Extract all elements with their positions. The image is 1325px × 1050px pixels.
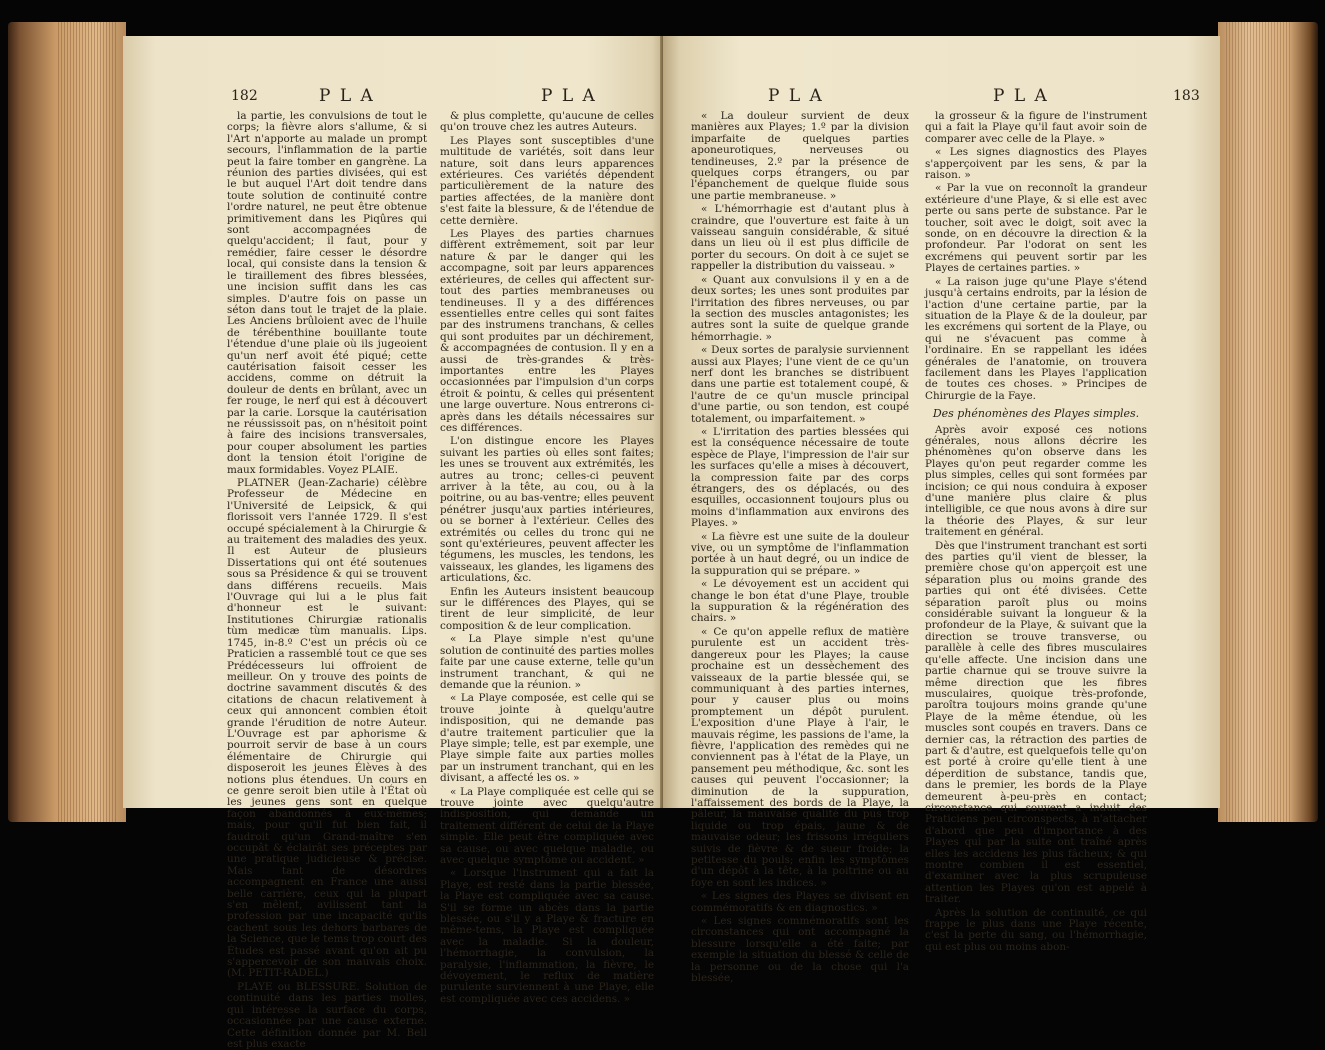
paragraph: « La Playe compliquée est celle qui se trouve jointe avec quelqu'autre indisposition, qui demande un traitement différent de celui de la Playe simple. Elle peut être compliquée avec sa cause, ou avec quelque maladie, ou avec quelque symptôme ou accident. » xyxy=(440,785,654,866)
right-page-column-2 xyxy=(925,110,1147,953)
paragraph: & plus complette, qu'aucune de celles qu'on trouve chez les autres Auteurs. xyxy=(440,110,654,134)
paragraph: « Les signes diagnostics des Playes s'apperçoivent par les sens, & par la raison. » xyxy=(925,146,1147,182)
paragraph: Les Playes des parties charnues diffèrent extrêmement, soit par leur nature & par le danger qui les accompagne, soit par leurs apparences extérieures, de celles qui affectent sur-tout des parties membraneuses ou tendineuses. Il y a des différences essentielles entre celles qui sont faites par des instrumens tranchans, & celles qui sont produites par un déchirement, & accompagnées de contusion. Il y en a aussi de très-grandes & très-importantes entre les Playes occasionnées par l'impulsion d'un corps étroit & pointu, & celles qui présentent une large ouverture. Nous entrerons ci-après dans les détails nécessaires sur ces différences. xyxy=(440,228,654,434)
paragraph: la grosseur & la figure de l'instrument qui a fait la Playe qu'il faut avoir soin de comparer avec celle de la Playe. » xyxy=(925,110,1147,145)
right-page-header xyxy=(663,86,1220,112)
paragraph: « Ce qu'on appelle reflux de matière purulente est un accident très-dangereux pour les Playes; la cause prochaine est un dessèchement des vaisseaux de la partie blessée qui, se communiquant à des parties internes, pour y causer plus ou moins promptement un dépôt purulent. L'exposition d'une Playe à l'air, le mauvais régime, les passions de l'ame, la fièvre, l'application des remèdes qui ne conviennent pas à l'état de la Playe, un pansement peu méthodique, &c. sont les causes qui peuvent l'occasionner; la diminution de la suppuration, l'affaissement des bords de la Playe, la pâleur, la mauvaise qualité du pus trop liquide ou trop épais, jaune & de mauvaise odeur; les frissons irréguliers suivis de fièvre & de sueur froide; la petitesse du pouls; enfin les symptômes d'un dépôt à la tête, à la poitrine ou au foye en sont les indices. » xyxy=(691,625,909,889)
paragraph: Après avoir exposé ces notions générales, nous allons décrire les phénomènes qu'on observe dans les Playes qu'on peut regarder comme les plus simples, celles qui sont formées par incision; ce qui nous conduira à exposer d'une manière plus claire & plus intelligible, ce que nous avons à dire sur la théorie des Playes, & sur leur traitement en général. xyxy=(925,423,1147,539)
paragraph: « Les signes des Playes se divisent en commémoratifs & en diagnostics. » xyxy=(691,890,909,914)
paragraph: « Quant aux convulsions il y en a de deux sortes; les unes sont produites par l'irritation des fibres nerveuses, ou par la section des muscles antagonistes; les autres sont la suite de quelque grande hémorrhagie. » xyxy=(691,273,909,343)
running-head-left: P L A xyxy=(319,86,375,106)
paragraph: « La Playe composée, est celle qui se trouve jointe à quelqu'autre indisposition, qui ne demande pas d'autre traitement particulier que la Playe simple; telle, est par exemple, une Playe simple faite aux parties molles par un instrument tranchant, qui en les divisant, a affecté les os. » xyxy=(440,692,654,785)
paragraph: Enfin les Auteurs insistent beaucoup sur le différences des Playes, qui se tirent de leur simplicité, de leur composition & de leur complication. xyxy=(440,585,654,632)
running-head-right: P L A xyxy=(993,86,1049,106)
paragraph: L'on distingue encore les Playes suivant les parties où elles sont faites; les unes se trouvent aux extrémités, les autres au tronc; celles-ci peuvent arriver à la tête, au cou, ou à la poitrine, ou au bas-ventre; elles peuvent pénétrer jusqu'aux parties intérieures, ou se borner à l'extérieur. Celles des extrémités ou celles du tronc qui ne sont qu'extérieures, peuvent affecter les tégumens, les muscles, les tendons, les vaisseaux, les glandes, les ligamens des articulations, &c. xyxy=(440,435,654,585)
page-number: 182 xyxy=(231,88,258,104)
running-head-left: P L A xyxy=(768,86,824,106)
paragraph: Après la solution de continuité, ce qui frappe le plus dans une Playe récente, c'est la perte du sang, ou l'hémorrhagie, qui est plus ou moins abon- xyxy=(925,906,1147,953)
right-page-edges xyxy=(1218,22,1318,822)
running-head-right: P L A xyxy=(541,86,597,106)
paragraph: la partie, les convulsions de tout le corps; la fièvre alors s'allume, & si l'Art n'apporte au malade un prompt secours, l'inflammation de la partie peut la faire tomber en gangrène. La réunion des parties divisées, qui est le but auquel l'Art doit tendre dans toute solution de continuité contre l'ordre naturel, ne peut être obtenue primitivement dans les Piqûres qui sont accompagnées de quelqu'accident; il faut, pour y remédier, faire cesser le désordre local, qui consiste dans la tension & le tiraillement des fibres blessées, une incision suffit dans les cas simples. D'autre fois on passe un séton dans tout le trajet de la plaie. Les Anciens brûloient avec de l'huile de térébenthine bouillante toute l'étendue d'une plaie où ils jugeoient qu'un nerf avoit été piqué; cette cautérisation faisoit cesser les accidens, comme on détruit la douleur de dents en brûlant, avec un fer rouge, le nerf qui est à découvert par la carie. Lorsque la cautérisation ne réussissoit pas, on n'hésitoit point à faire des incisions transversales, pour couper absolument les parties dont la tension étoit l'origine de maux formidables. Voyez PLAIE. xyxy=(227,110,427,476)
paragraph: PLATNER (Jean-Zacharie) célèbre Professeur de Médecine en l'Université de Leipsick, & qui florissoit vers l'année 1729. Il s'est occupé spécialement à la Chirurgie & au traitement des maladies des yeux. Il est Auteur de plusieurs Dissertations qui ont été soutenues sous sa Présidence & qui se trouvent dans différens recueils. Mais l'Ouvrage qui lui a le plus fait d'honneur est le suivant: Institutiones Chirurgiæ rationalis tùm medicæ tùm manualis. Lips. 1745, in-8.º C'est un précis où ce Praticien a rassemblé tout ce que ses Prédécesseurs lui offroient de meilleur. On y trouve des points de doctrine savamment discutés & des citations de chacun relativement à ceux qui annoncent combien étoit grande l'érudition de notre Auteur. L'Ouvrage est par aphorisme & pourroit servir de base à un cours élémentaire de Chirurgie qui disposeroit les jeunes Élèves à des notions plus étendues. Un cours en ce genre seroit bien utile à l'État où les jeunes gens sont en quelque façon abandonnés à eux-mêmes; mais, pour qu'il fut bien fait, il faudroit qu'un Grand-maître s'en occupât & éclairât ses préceptes par une pratique judicieuse & précise. Mais tant de désordres accompagnent en France une aussi belle carrière, ceux qui la plupart s'en mêlent, avilissent tant la profession par une incapacité qu'ils cachent sous les dehors barbares de la Science, que le tems trop court des Études est passé avant qu'on ait pu s'appercevoir de son mauvais choix. (M. PETIT-RADEL.) xyxy=(227,477,427,980)
paragraph: « L'hémorrhagie est d'autant plus à craindre, que l'ouverture est faite à un vaisseau sanguin considérable, & situé dans un lieu où il est plus difficile de porter du secours. On doit à ce sujet se rappeller la distribution du vaisseau. » xyxy=(691,203,909,273)
left-page-edges xyxy=(8,22,126,822)
left-page-header xyxy=(123,86,668,112)
paragraph: « La douleur survient de deux manières aux Playes; 1.º par la division imparfaite de quelques parties aponeurotiques, nerveuses ou tendineuses, 2.º par la présence de quelques corps étrangers, ou par l'épanchement de quelque fluide sous une partie membraneuse. » xyxy=(691,110,909,202)
paragraph: Dès que l'instrument tranchant est sorti des parties qu'il vient de blesser, la première chose qu'on apperçoit est une séparation plus ou moins grande des parties qui ont été divisées. Cette séparation paroît plus ou moins considérable suivant la longueur & la profondeur de la Playe, & suivant que la direction se trouve transverse, ou parallèle à celle des fibres musculaires qu'elle affecte. Une incision dans une partie charnue qui se trouve suivre la même direction que les fibres musculaires, quoique très-profonde, paroîtra toujours moins grande qu'une Playe de la même étendue, où les muscles sont coupés en travers. Dans ce dernier cas, la rétraction des parties de part & d'autre, est quelquefois telle qu'on est porté à croire qu'elle tient à une déperdition de substance, tandis que, dans le premier, les bords de la Playe demeurent à-peu-près en contact; circonstance qui souvent a induit des Praticiens peu circonspects, à n'attacher d'abord que peu d'importance à des Playes qui par la suite ont traîné après elles les accidens les plus fâcheux; & qui montre combien il est essentiel, d'examiner avec la plus scrupuleuse attention les Playes qu'on est appelé à traiter. xyxy=(925,539,1147,906)
paragraph: Les Playes sont susceptibles d'une multitude de variétés, soit dans leur nature, soit dans leurs apparences extérieures. Ces variétés dépendent particulièrement de la nature des parties affectées, de la manière dont s'est faite la blessure, & de l'étendue de cette dernière. xyxy=(440,134,654,227)
left-page xyxy=(123,36,668,1050)
paragraph: « Par la vue on reconnoît la grandeur extérieure d'une Playe, & si elle est avec perte ou sans perte de substance. Par le toucher, soit avec le doigt, soit avec la sonde, on en découvre la direction & la profondeur. Par l'odorat on sent les excrémens qui peuvent sortir par les Playes de certaines parties. » xyxy=(925,182,1147,275)
paragraph: Des phénomènes des Playes simples. xyxy=(932,407,1140,421)
right-page xyxy=(663,36,1220,985)
open-book xyxy=(8,22,1318,1050)
left-page-column-1 xyxy=(227,110,427,1050)
paragraph: « Lorsque l'instrument qui a fait la Playe, est resté dans la partie blessée, la Playe est compliquée avec sa cause. S'il se forme un abcès dans la partie blessée, ou s'il y a Playe & fracture en même-tems, la Playe est compliquée avec la maladie. Si la douleur, l'hémorrhagie, la convulsion, la paralysie, l'inflammation, la fièvre, le dévoyement, le reflux de matière purulente surviennent à une Playe, elle est compliquée avec ces accidens. » xyxy=(440,867,654,1005)
paragraph: « La fièvre est une suite de la douleur vive, ou un symptôme de l'inflammation portée à un haut degré, ou un indice de la suppuration qui se prépare. » xyxy=(691,530,909,577)
right-page-column-1 xyxy=(691,110,909,985)
paragraph: « L'irritation des parties blessées qui est la conséquence nécessaire de toute espèce de Playe, l'impression de l'air sur les surfaces qu'elle a mises à découvert, la compression faite par des corps étrangers, des os déplacés, ou des esquilles, occasionnent toujours plus ou moins d'inflammation aux environs des Playes. » xyxy=(691,425,909,530)
paragraph: « Les signes commémoratifs sont les circonstances qui ont accompagné la blessure lorsqu'elle a été faite; par exemple la situation du blessé & celle de la personne ou de la chose qui l'a blessée, xyxy=(691,915,909,985)
paragraph: « Le dévoyement est un accident qui change le bon état d'une Playe, trouble la suppuration & la régénération des chairs. » xyxy=(691,578,909,625)
left-page-column-2 xyxy=(440,110,654,1005)
paragraph: « Deux sortes de paralysie surviennent aussi aux Playes; l'une vient de ce qu'un nerf dont les branches se distribuent dans une partie est totalement coupé, & l'autre de ce qu'un muscle principal d'une partie, ou son tendon, est coupé totalement, ou imparfaitement. » xyxy=(691,344,909,425)
paragraph: « La Playe simple n'est qu'une solution de continuité des parties molles faite par une cause externe, telle qu'un instrument tranchant, & qui ne demande que la réunion. » xyxy=(440,633,654,691)
page-number: 183 xyxy=(1173,88,1200,104)
paragraph: PLAYE ou BLESSURE. Solution de continuité dans les parties molles, qui intéresse la surface du corps, occasionnée par une cause externe. Cette définition donnée par M. Bell est plus exacte xyxy=(227,980,427,1050)
paragraph: « La raison juge qu'une Playe s'étend jusqu'à certains endroits, par la lésion de l'action d'une certaine partie, par la situation de la Playe & de la douleur, par les excrémens qui sortent de la Playe, ou qui ne s'évacuent pas comme à l'ordinaire. En se rappellant les idées générales de l'anatomie, on trouvera facilement dans les Playes l'application de toutes ces choses. » Principes de Chirurgie de la Faye. xyxy=(925,275,1147,402)
